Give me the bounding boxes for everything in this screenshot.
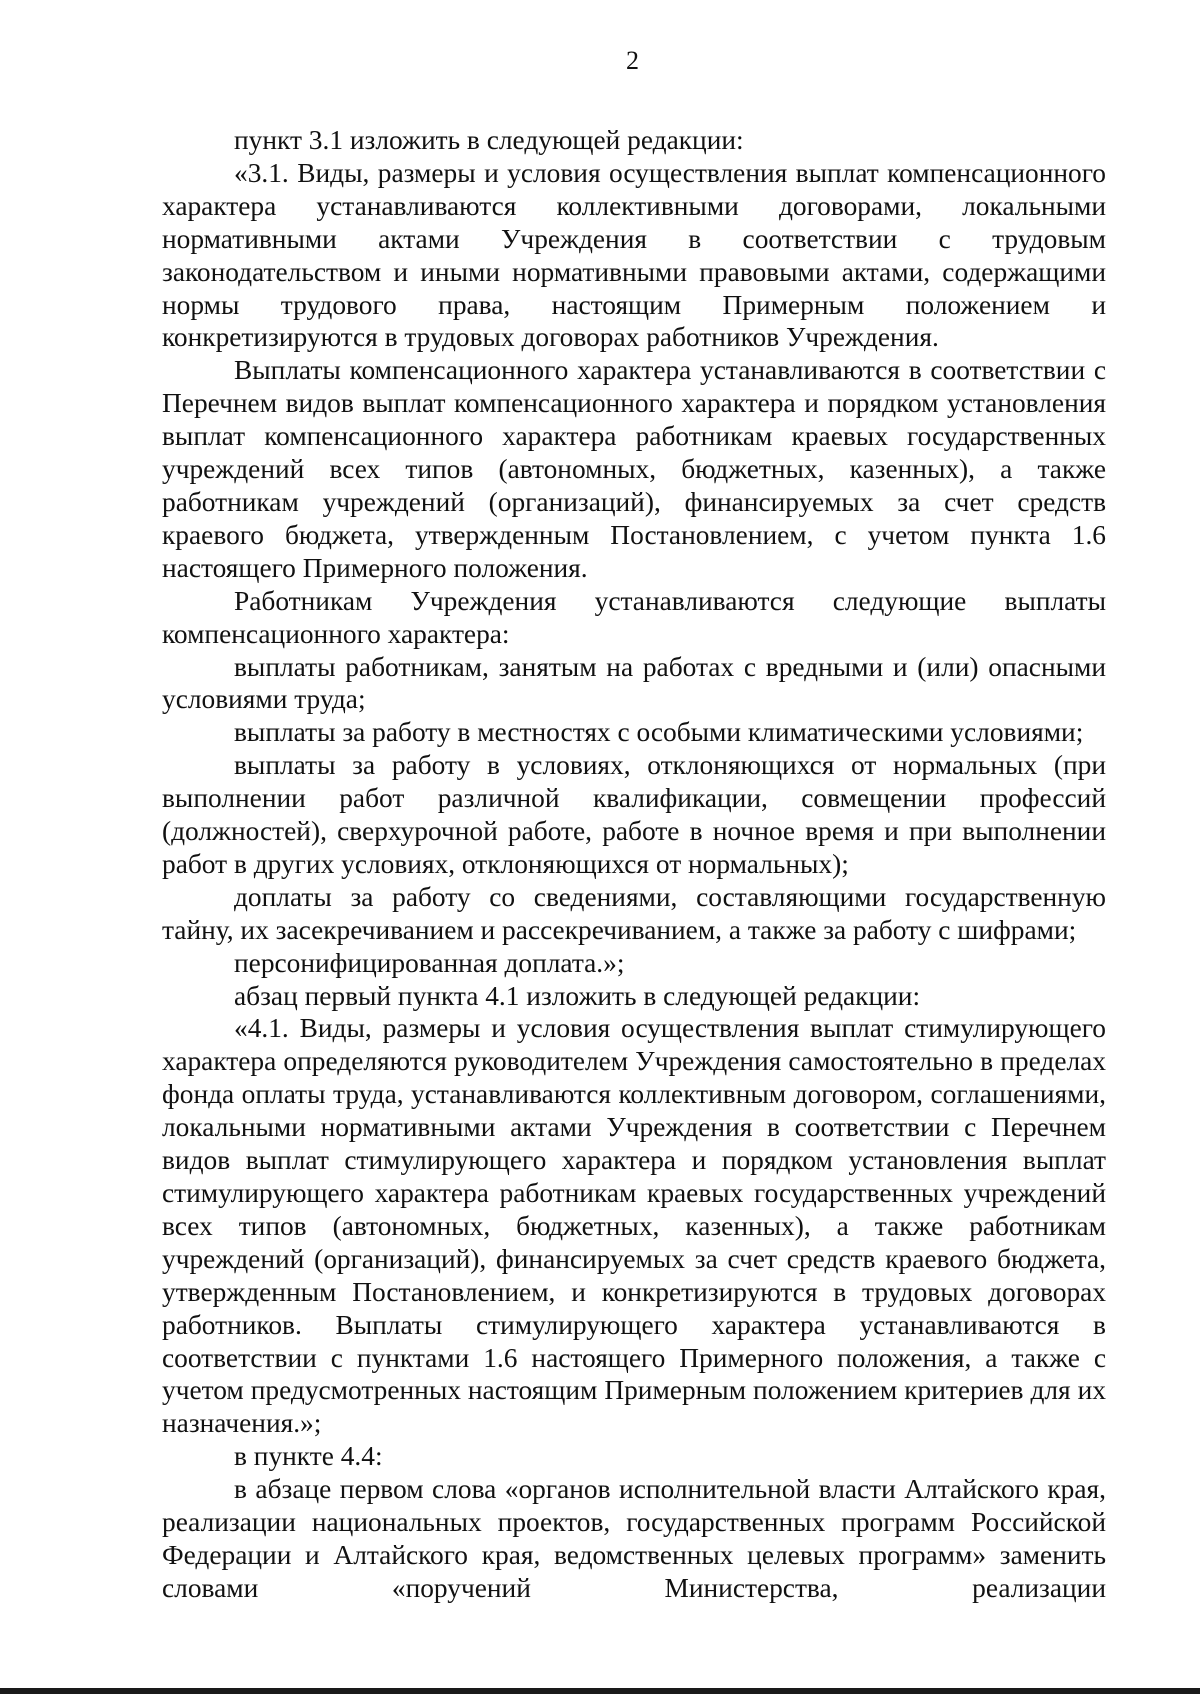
page-bottom-edge	[0, 1688, 1200, 1694]
paragraph: персонифицированная доплата.»;	[234, 947, 625, 978]
paragraph: доплаты за работу со сведениями, составляющими государственную тайну, их засекречиванием и рассекречиванием, а также за работу с шифрами;	[162, 881, 1106, 945]
document-body	[162, 124, 1106, 1605]
paragraph: Выплаты компенсационного характера устанавливаются в соответствии с Перечнем видов выплат компенсационного характера и порядком установления выплат компенсационного характера работникам краевых государственных учреждений всех типов (автономных, бюджетных, казенных), а также работникам учреждений (организаций), финансируемых за счет средств краевого бюджета, утвержденным Постановлением, с учетом пункта 1.6 настоящего Примерного положения.	[162, 355, 1106, 583]
paragraph: «4.1. Виды, размеры и условия осуществления выплат стимулирующего характера определяются руководителем Учреждения самостоятельно в пределах фонда оплаты труда, устанавливаются коллективным договором, соглашениями, локальными нормативными актами Учреждения в соответствии с Перечнем видов выплат стимулирующего характера и порядком установления выплат стимулирующего характера работникам краевых государственных учреждений всех типов (автономных, бюджетных, казенных), а также работникам учреждений (организаций), финансируемых за счет средств краевого бюджета, утвержденным Постановлением, и конкретизируются в трудовых договорах работников. Выплаты стимулирующего характера устанавливаются в соответствии с пунктами 1.6 настоящего Примерного положения, а также с учетом предусмотренных настоящим Примерным положением критериев для их назначения.»;	[162, 1013, 1106, 1439]
paragraph-continued: в абзаце первом слова «органов исполнительной власти Алтайского края, реализации национальных проектов, государственных программ Российской Федерации и Алтайского края, ведомственных целевых программ» заменить словами «поручений Министерства, реализации	[162, 1474, 1106, 1603]
paragraph: выплаты работникам, занятым на работах с вредными и (или) опасными условиями труда;	[162, 651, 1106, 715]
paragraph: пункт 3.1 изложить в следующей редакции:	[234, 125, 744, 155]
page-number: 2	[626, 46, 639, 75]
paragraph: Работникам Учреждения устанавливаются следующие выплаты компенсационного характера:	[162, 585, 1106, 649]
paragraph: выплаты за работу в местностях с особыми климатическими условиями;	[234, 717, 1084, 748]
paragraph: «3.1. Виды, размеры и условия осуществления выплат компенсационного характера устанавливаются коллективными договорами, локальными нормативными актами Учреждения в соответствии с трудовым законодательством и иными нормативными правовыми актами, содержащими нормы трудового права, настоящим Примерным положением и конкретизируются в трудовых договорах работников Учреждения.	[162, 157, 1106, 353]
paragraph: в пункте 4.4:	[234, 1441, 383, 1472]
paragraph: выплаты за работу в условиях, отклоняющихся от нормальных (при выполнении работ различной квалификации, совмещении профессий (должностей), сверхурочной работе, работе в ночное время и при выполнении работ в других условиях, отклоняющихся от нормальных);	[162, 750, 1106, 879]
paragraph: абзац первый пункта 4.1 изложить в следующей редакции:	[234, 980, 921, 1011]
